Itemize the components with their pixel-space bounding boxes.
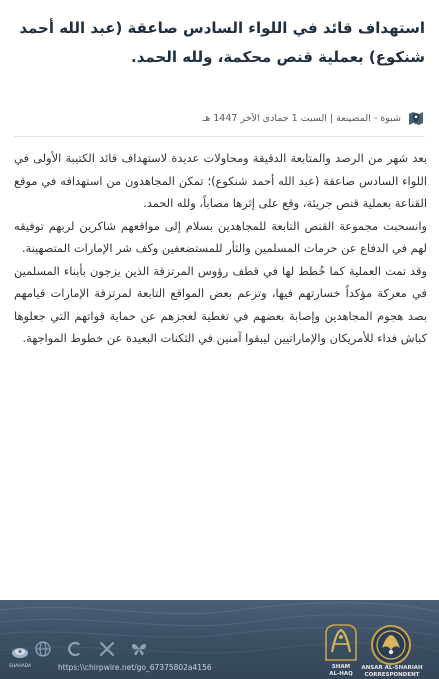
shahada-logo-icon	[10, 645, 30, 659]
article-title: استهداف قائد في اللواء السادس صاعقة (عبد الله أحمد شنكوع) بعملية قنص محكمة، ولله الحمد.	[19, 19, 425, 66]
shahada-brand	[8, 644, 32, 669]
x-icon[interactable]	[98, 640, 116, 658]
title-block	[14, 14, 425, 72]
ansar-al-shariah-logo-icon	[370, 624, 412, 666]
paragraph: وانسحبت مجموعة القنص التابعة للمجاهدين بسلام إلى مواقعهم شاكرين لربهم توفيقه لهم في الدفاع عن حرمات المسلمين والثأر للمستضعفين وكف شر الإمارات المتصهينة.	[14, 218, 427, 255]
chirpwire-icon[interactable]	[66, 640, 84, 658]
chirpwire-link[interactable]: https:\\chirpwire.net/go_67375802a4156	[58, 663, 212, 672]
sham-al-haq-logo-icon	[322, 622, 360, 662]
footer-banner	[0, 600, 439, 679]
article-meta: شبوة - المصينعة | السبت 1 جمادى الآخر 1447 هـ	[202, 112, 401, 124]
map-pin-icon	[407, 109, 425, 127]
social-icons	[34, 640, 148, 658]
divider	[14, 136, 425, 137]
shahada-caption: SHAHADA	[8, 664, 32, 669]
paragraph: بعد شهر من الرصد والمتابعة الدقيقة ومحاولات عديدة لاستهداف قائد الكتيبة الأولى في اللواء السادس صاعقة (عبد الله أحمد شنكوع)؛ تمكن المجاهدون من استهدافه في موقع القناعة بعملية قنص جريئة، وقع على إثرها مصاباً، ولله الحمد.	[14, 151, 427, 210]
meta-row	[14, 109, 425, 127]
article-body	[14, 147, 427, 350]
globe-icon[interactable]	[34, 640, 52, 658]
paragraph: وقد تمت العملية كما خُطط لها في قطف رؤوس المرتزقة الذين يزجون بأبناء المسلمين في معركة مؤكداً خسارتهم فيها، وتزعم بعض المواقع التابعة لمرتزقة الإمارات قيامهم بصد هجوم المجاهدين وإصابة بعضهم في تغطية لعجزهم عن حماية قواتهم التي جعلوها كباش فداء للأمريكان والإماراتيين ليبقوا آمنين في الثكنات البعيدة عن خطوط المواجهة.	[14, 263, 427, 345]
ansar-caption: ANSAR AL-SHARIAH CORRESPONDENT	[361, 665, 423, 678]
butterfly-icon[interactable]	[130, 640, 148, 658]
sham-caption: SHAM AL-HAQ	[329, 664, 353, 677]
